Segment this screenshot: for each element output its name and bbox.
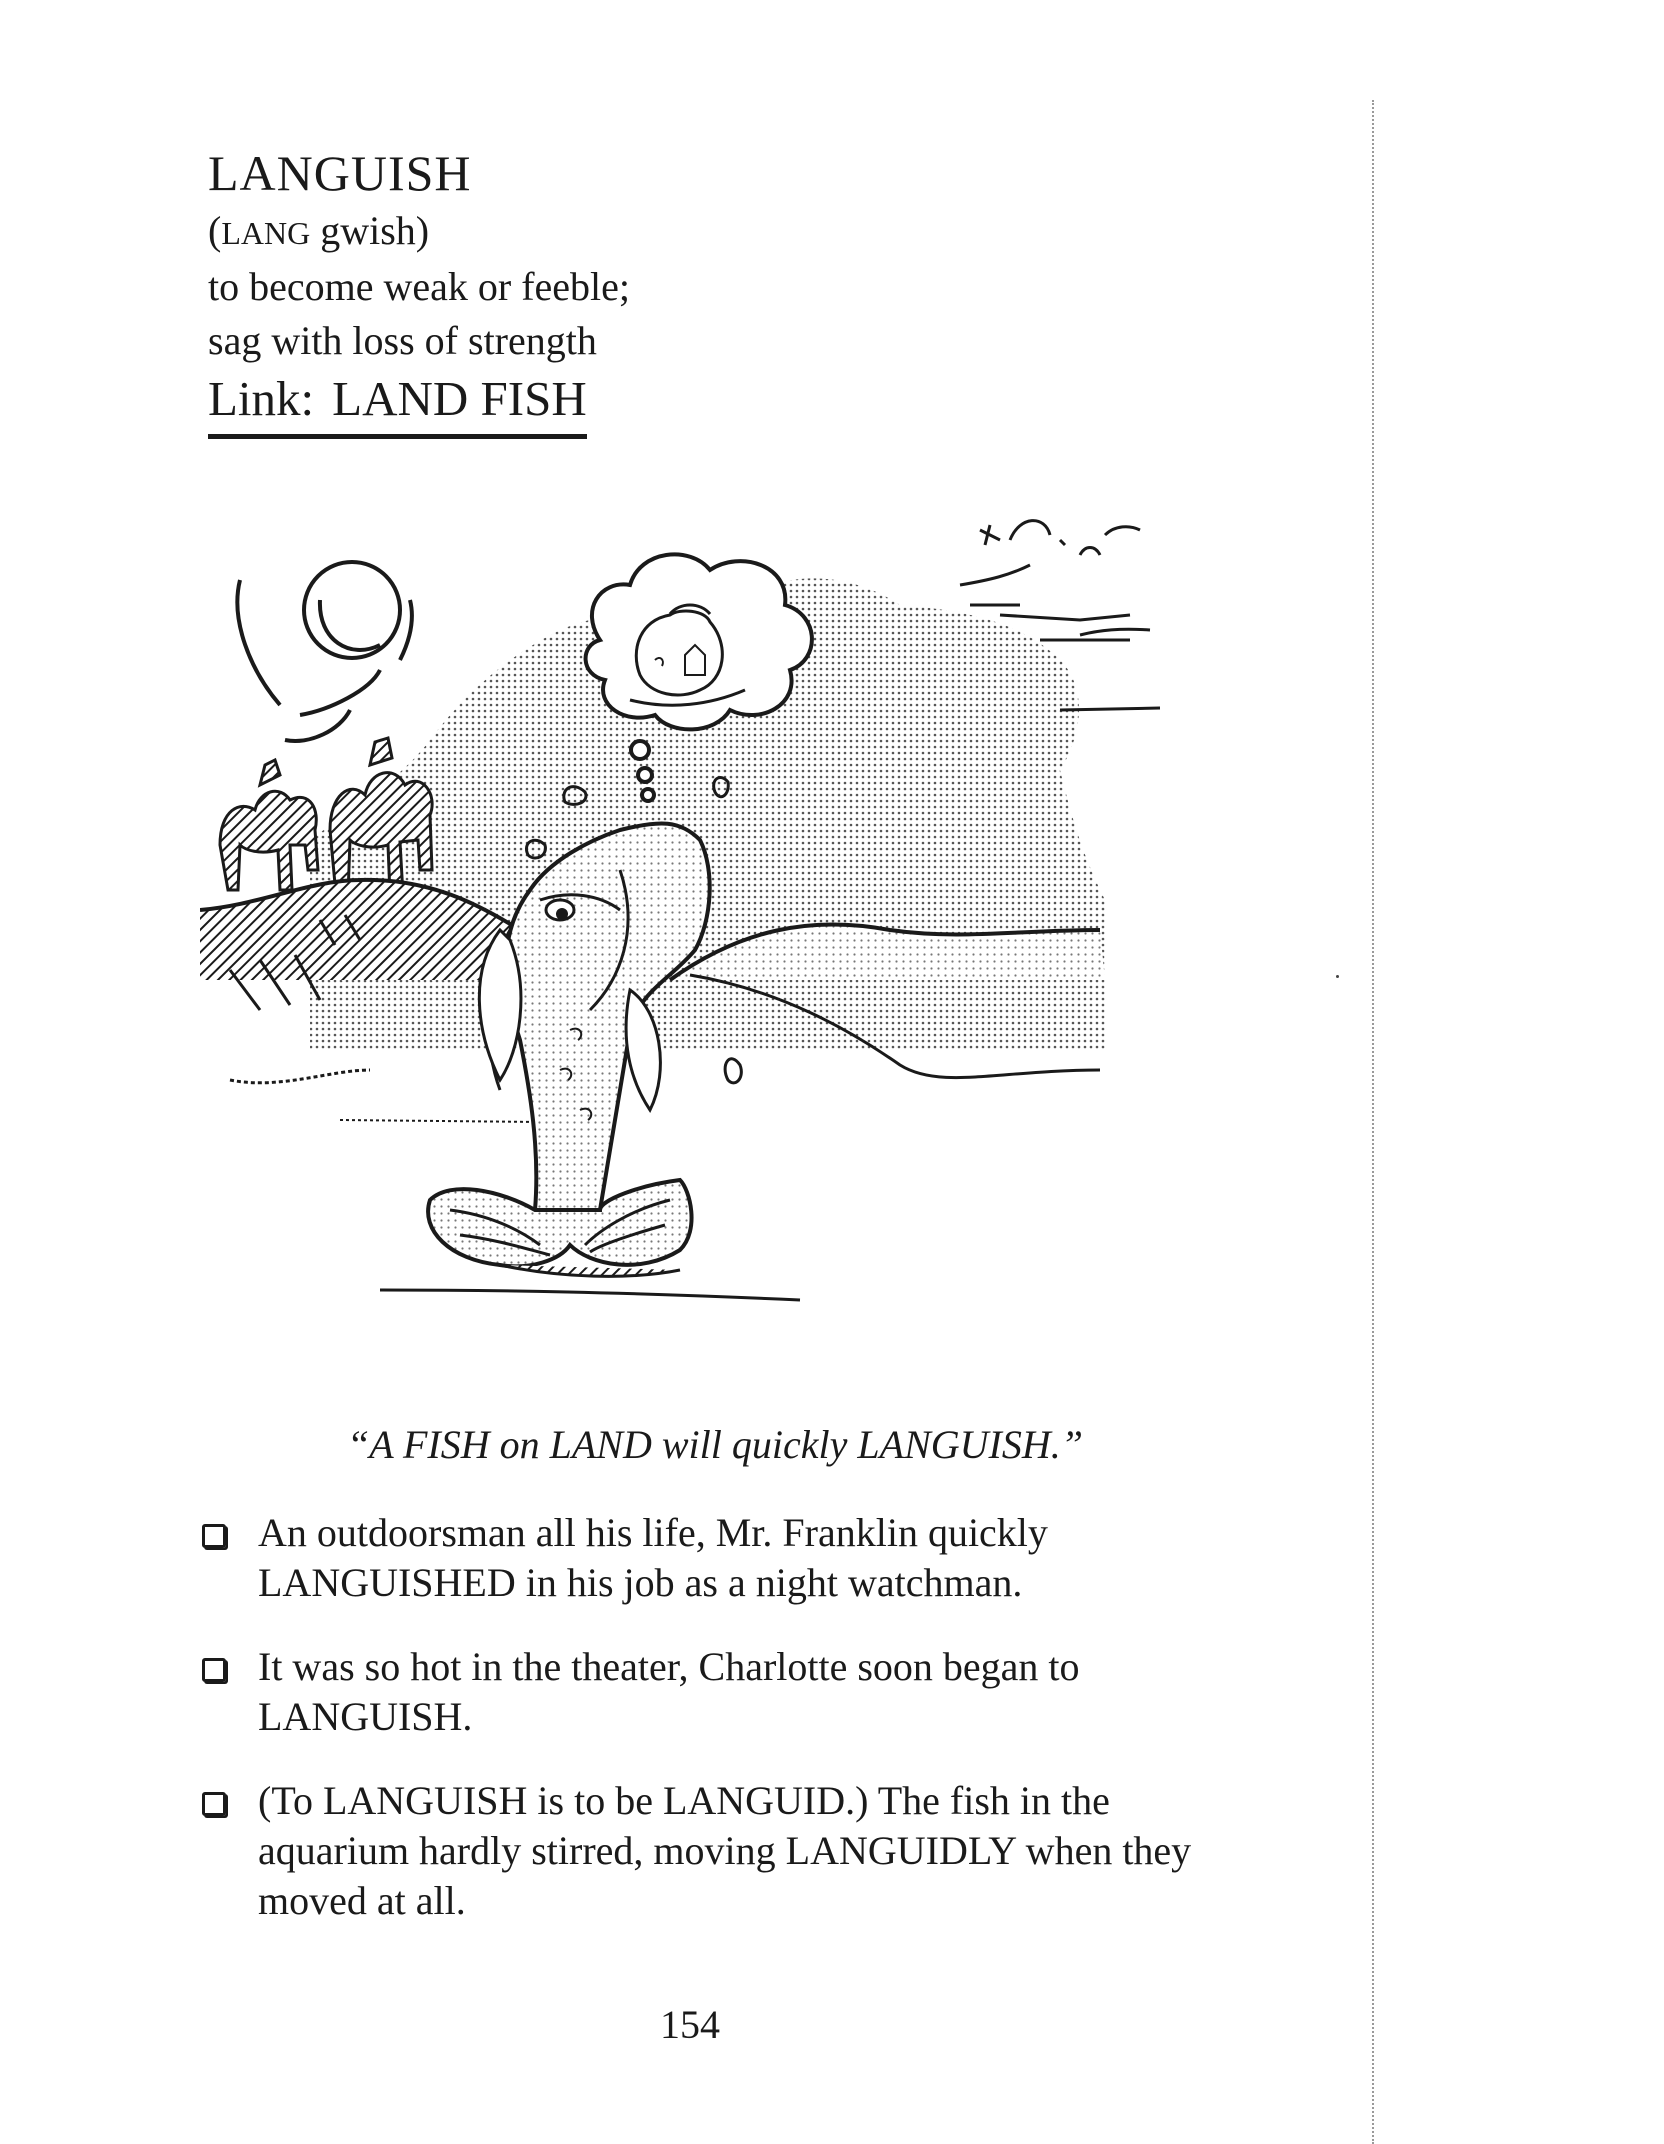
example-item [198,1642,1218,1742]
fish-on-land-illustration-icon [200,510,1230,1400]
example-item [198,1776,1218,1926]
pronunciation-rest: gwish) [310,208,430,253]
pronunciation-stressed: LANG [221,215,311,251]
checkbox-icon [202,1658,226,1682]
link-line [208,368,587,439]
example-text: An outdoorsman all his life, Mr. Franklin quickly LANGUISHED in his job as a night watchman. [258,1510,1048,1605]
stray-mark [1336,975,1339,978]
link-text: LAND FISH [332,371,587,426]
pronunciation [208,204,828,260]
example-item [198,1508,1218,1608]
checkbox-icon [202,1792,226,1816]
example-text: (To LANGUISH is to be LANGUID.) The fish in the aquarium hardly stirred, moving LANGUIDLY when they moved at all. [258,1778,1192,1923]
definition-line-2: sag with loss of strength [208,318,597,363]
page-number: 154 [660,2002,720,2047]
sun-icon [237,562,412,741]
example-text: It was so hot in the theater, Charlotte soon began to LANGUISH. [258,1644,1080,1739]
link-label: Link: [208,371,315,426]
fishbowl-icon [636,611,722,695]
illustration-drawing [200,510,1230,1400]
vocabulary-entry [208,142,828,439]
checkbox-icon [202,1524,226,1548]
page-edge-line [1372,100,1374,2144]
headword: LANGUISH [208,145,472,201]
pronunciation-open: ( [208,208,222,253]
example-sentences [198,1508,1218,1960]
illustration-caption: “A FISH on LAND will quickly LANGUISH.” [347,1422,1083,1467]
definition-line-1: to become weak or feeble; [208,264,631,309]
